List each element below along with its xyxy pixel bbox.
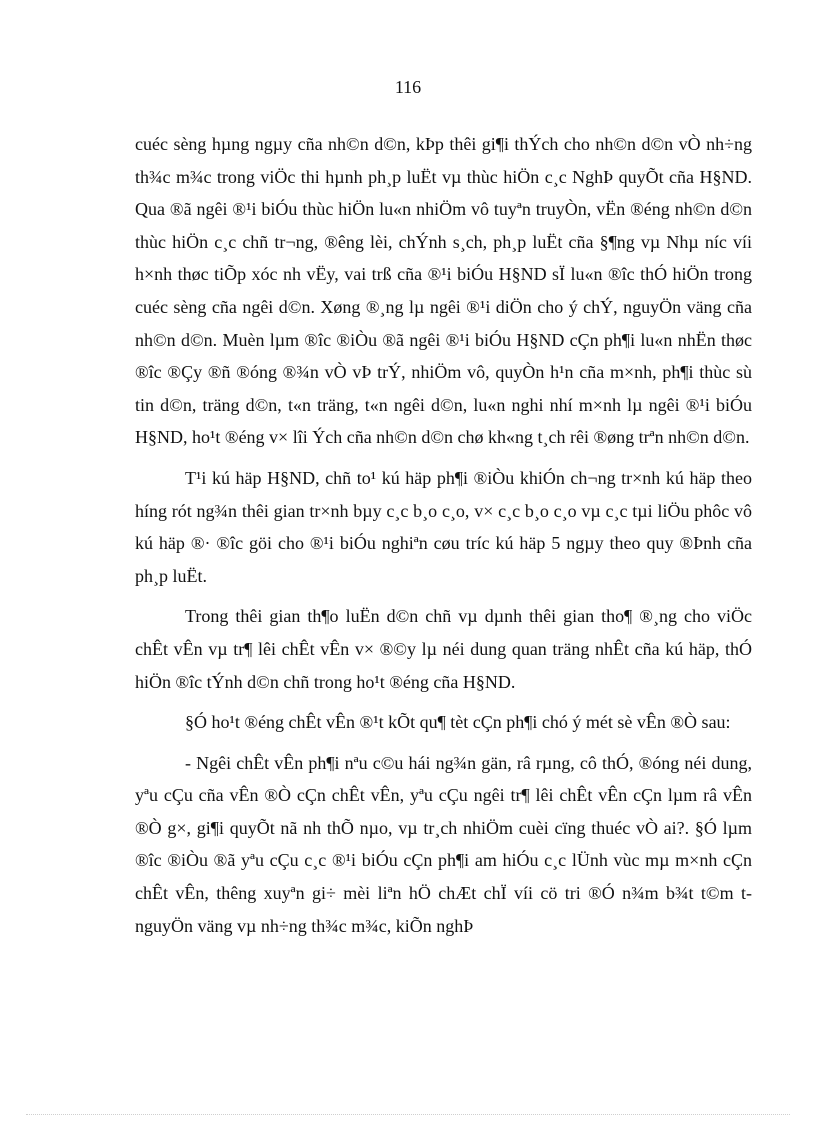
- paragraph-1: cuéc sèng hµng ngµy cña nh©n d©n, kÞp thêi gi¶i thÝch cho nh©n d©n vÒ nh÷ng th¾c m¾c trong viÖc thi hµnh ph¸p luËt vµ thùc hiÖn c¸c NghÞ quyÕt cña H§ND. Qua ®ã ngêi ®¹i biÓu thùc hiÖn lu«n nhiÖm vô tuyªn truyÒn, vËn ®éng nh©n d©n thùc hiÖn c¸c chñ tr¬ng, ®êng lèi, chÝnh s¸ch, ph¸p luËt cña §¶ng vµ Nhµ níc víi h×nh thøc tiÕp xóc nh vËy, vai trß cña ®¹i biÓu H§ND sÏ lu«n ®îc thÓ hiÖn trong cuéc sèng cña ngêi d©n. Xøng ®¸ng lµ ngêi ®¹i diÖn cho ý chÝ, nguyÖn väng cña nh©n d©n. Muèn lµm ®îc ®iÒu ®ã ngêi ®¹i biÓu H§ND cÇn ph¶i lu«n nhËn thøc ®îc ®Çy ®ñ ®óng ®¾n vÒ vÞ trÝ, nhiÖm vô, quyÒn h¹n cña m×nh, ph¶i thùc sù tin d©n, träng d©n, t«n träng, t«n ngêi d©n, lu«n nghi nhí m×nh lµ ngêi ®¹i biÓu H§ND, ho¹t ®éng v× lîi Ých cña nh©n d©n chø kh«ng t¸ch rêi ®øng trªn nh©n d©n.: [135, 134, 752, 448]
- paragraph-3: Trong thêi gian th¶o luËn d©n chñ vµ dµnh thêi gian tho¶ ®¸ng cho viÖc chÊt vÊn vµ tr¶ lêi chÊt vÊn v× ®©y lµ néi dung quan träng nhÊt cña kú häp, thÓ hiÖn ®îc tÝnh d©n chñ trong ho¹t ®éng cña H§ND.: [135, 606, 752, 692]
- document-body: [135, 128, 752, 942]
- paragraph-4: §Ó ho¹t ®éng chÊt vÊn ®¹t kÕt qu¶ tèt cÇn ph¶i chó ý mét sè vÊn ®Ò sau:: [185, 712, 731, 733]
- paragraph-5: - Ngêi chÊt vÊn ph¶i nªu c©u hái ng¾n gän, râ rµng, cô thÓ, ®óng néi dung, yªu cÇu cña vÊn ®Ò cÇn chÊt vÊn, yªu cÇu ngêi tr¶ lêi chÊt vÊn cÇn lµm râ vÊn ®Ò g×, gi¶i quyÕt nã nh thÕ nµo, vµ tr¸ch nhiÖm cuèi cïng thuéc vÒ ai?. §Ó lµm ®îc ®iÒu ®ã yªu cÇu c¸c ®¹i biÓu cÇn ph¶i am hiÓu c¸c lÜnh vùc mµ m×nh cÇn chÊt vÊn, thêng xuyªn gi÷ mèi liªn hÖ chÆt chÏ víi cö tri ®Ó n¾m b¾t t©m t nguyÖn väng vµ nh÷ng th¾c m¾c, kiÕn nghÞ: [135, 752, 752, 936]
- page-bottom-divider: [26, 1114, 790, 1115]
- page-number: 116: [394, 77, 422, 97]
- paragraph-2: T¹i kú häp H§ND, chñ to¹ kú häp ph¶i ®iÒu khiÓn ch¬ng tr×nh kú häp theo híng rót ng¾n thêi gian tr×nh bµy c¸c b¸o c¸o, v× c¸c b¸o c¸o vµ c¸c tµi liÖu phôc vô kú häp ®· ®îc göi cho ®¹i biÓu nghiªn cøu tríc kú häp 5 ngµy theo quy ®Þnh cña ph¸p luËt.: [135, 467, 752, 586]
